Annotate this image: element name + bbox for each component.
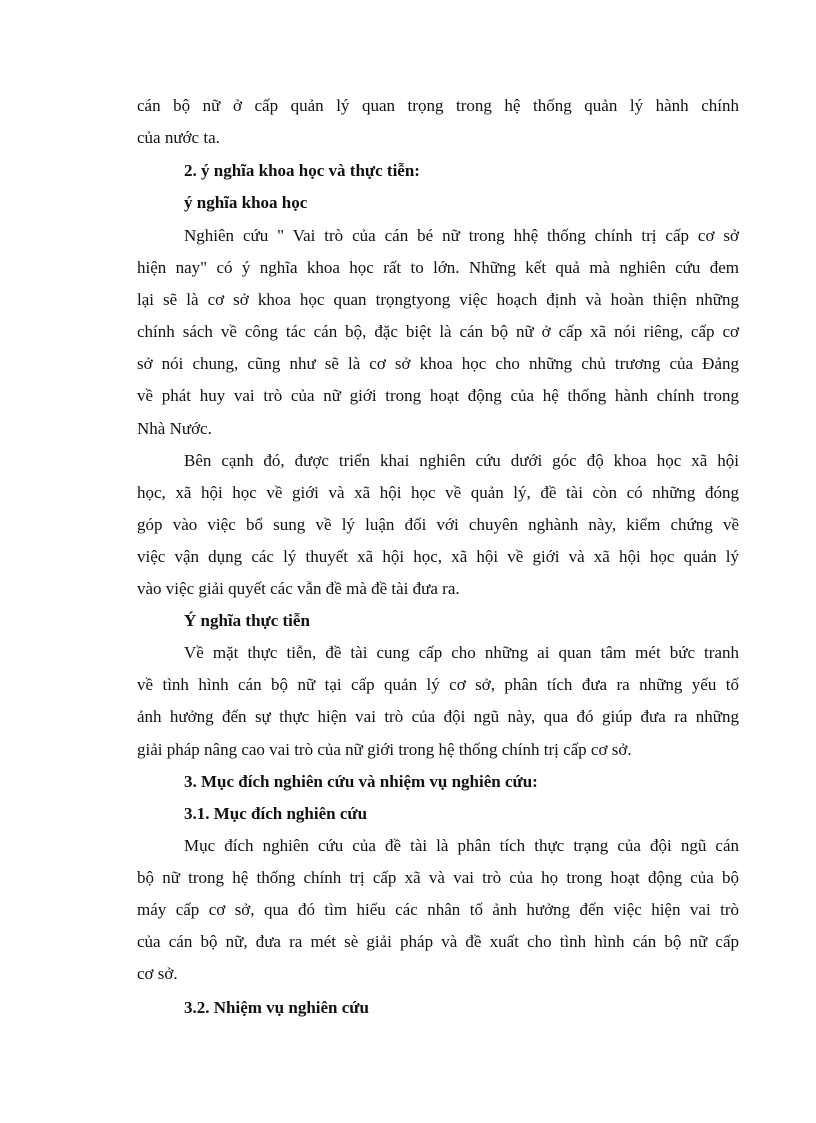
paragraph-line: của nước ta.	[137, 128, 220, 147]
subsection-heading: 3.1. Mục đích nghiên cứu	[184, 804, 368, 823]
paragraph-line: của cán bộ nữ, đưa ra mét sè giải pháp và đề xuất cho tình hình cán bộ nữ cấp	[137, 932, 739, 951]
paragraph-line: vào việc giải quyết các vẫn đề mà đề tài đưa ra.	[137, 579, 460, 598]
paragraph-line: Mục đích nghiên cứu của đề tài là phân tích thực trạng của đội ngũ cán	[184, 836, 739, 855]
subsection-heading: Ý nghĩa thực tiễn	[184, 611, 310, 630]
paragraph-line: góp vào việc bổ sung về lý luận đối với chuyên nghành này, kiểm chứng về	[137, 515, 739, 534]
paragraph-line: Nhà Nước.	[137, 419, 212, 438]
paragraph-line: chính sách về công tác cán bộ, đặc biệt là cán bộ nữ ở cấp xã nói riêng, cấp cơ	[137, 322, 739, 341]
paragraph-line: hiện nay" có ý nghĩa khoa học rất to lớn. Những kết quả mà nghiên cứu đem	[137, 258, 739, 277]
section-heading: 3. Mục đích nghiên cứu và nhiệm vụ nghiên cứu:	[184, 772, 538, 791]
paragraph-line: Bên cạnh đó, được triển khai nghiên cứu dưới góc độ khoa học xã hội	[184, 451, 739, 470]
paragraph-line: về phát huy vai trò của nữ giới trong hoạt động của hệ thống hành chính trong	[137, 386, 739, 405]
paragraph-line: ảnh hưởng đến sự thực hiện vai trò của đội ngũ này, qua đó giúp đưa ra những	[137, 707, 739, 726]
paragraph-line: giải pháp nâng cao vai trò của nữ giới trong hệ thống chính trị cấp cơ sở.	[137, 740, 632, 759]
paragraph-line: Về mặt thực tiễn, đề tài cung cấp cho những ai quan tâm mét bức tranh	[184, 643, 739, 662]
paragraph-line: sở nói chung, cũng như sẽ là cơ sở khoa học cho những chủ trương của Đảng	[137, 354, 739, 373]
paragraph-line: máy cấp cơ sở, qua đó tìm hiểu các nhân tố ảnh hưởng đến việc hiện vai trò	[137, 900, 739, 919]
paragraph-line: Nghiên cứu " Vai trò của cán bé nữ trong hhệ thống chính trị cấp cơ sở	[184, 226, 739, 245]
paragraph-line: cơ sở.	[137, 964, 178, 983]
section-heading: 2. ý nghĩa khoa học và thực tiễn:	[184, 161, 420, 180]
paragraph-line: việc vận dụng các lý thuyết xã hội học, xã hội về giới và xã hội học quản lý	[137, 547, 739, 566]
paragraph-line: về tình hình cán bộ nữ tại cấp quản lý cơ sở, phân tích đưa ra những yếu tố	[137, 675, 739, 694]
subsection-heading: 3.2. Nhiệm vụ nghiên cứu	[184, 998, 369, 1017]
paragraph-line: cán bộ nữ ở cấp quản lý quan trọng trong hệ thống quản lý hành chính	[137, 96, 739, 115]
paragraph-line: lại sẽ là cơ sở khoa học quan trọngtyong việc hoạch định và hoàn thiện những	[137, 290, 739, 309]
subsection-heading: ý nghĩa khoa học	[184, 193, 308, 212]
paragraph-line: học, xã hội học về giới và xã hội học về quản lý, đề tài còn có những đóng	[137, 483, 739, 502]
paragraph-line: bộ nữ trong hệ thống chính trị cấp xã và vai trò của họ trong hoạt động của bộ	[137, 868, 739, 887]
